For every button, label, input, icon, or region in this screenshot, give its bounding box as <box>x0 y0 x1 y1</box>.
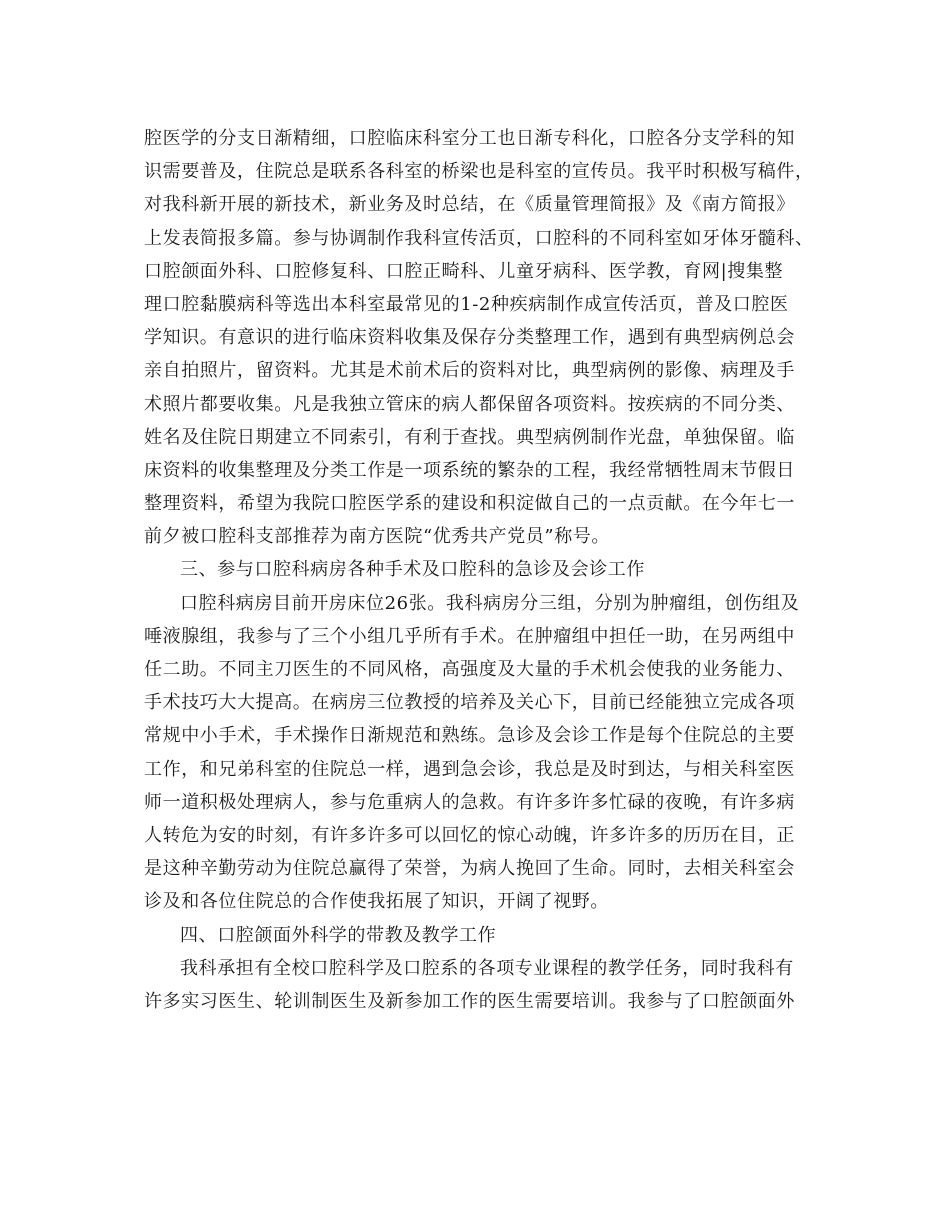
paragraph-line: 工作，和兄弟科室的住院总一样，遇到急会诊，我总是及时到达，与相关科室医 <box>144 758 795 780</box>
paragraph-line: 亲自拍照片，留资料。尤其是术前术后的资料对比，典型病例的影像、病理及手 <box>144 360 795 382</box>
paragraph-line: 人转危为安的时刻，有许多许多可以回忆的惊心动魄，许多许多的历历在目，正 <box>144 824 795 846</box>
paragraph-line: 对我科新开展的新技术，新业务及时总结，在《质量管理简报》及《南方简报》 <box>144 194 795 216</box>
paragraph-line: 手术技巧大大提高。在病房三位教授的培养及关心下，目前已经能独立完成各项 <box>144 692 795 714</box>
paragraph-line: 上发表简报多篇。参与协调制作我科宣传活页，口腔科的不同科室如牙体牙髓科、 <box>144 227 814 249</box>
paragraph-line: 理口腔黏膜病科等选出本科室最常见的1-2种疾病制作成宣传活页，普及口腔医 <box>144 293 789 315</box>
paragraph-line: 任二助。不同主刀医生的不同风格，高强度及大量的手术机会使我的业务能力、 <box>144 659 795 680</box>
paragraph-line: 诊及和各位住院总的合作使我拓展了知识，开阔了视野。 <box>144 891 609 913</box>
section-heading: 三、参与口腔科病房各种手术及口腔科的急诊及会诊工作 <box>180 559 645 581</box>
paragraph-line: 床资料的收集整理及分类工作是一项系统的繁杂的工程，我经常牺牲周末节假日 <box>144 459 795 481</box>
paragraph-line: 是这种辛勤劳动为住院总赢得了荣誉，为病人挽回了生命。同时，去相关科室会 <box>144 858 795 880</box>
document-body <box>144 128 824 1024</box>
paragraph-line: 整理资料，希望为我院口腔医学系的建设和积淀做自己的一点贡献。在今年七一 <box>144 493 795 515</box>
paragraph-line: 姓名及住院日期建立不同索引，有利于查找。典型病例制作光盘，单独保留。临 <box>144 426 795 448</box>
paragraph-line: 师一道积极处理病人，参与危重病人的急救。有许多许多忙碌的夜晚，有许多病 <box>144 791 795 813</box>
paragraph-line: 唾液腺组，我参与了三个小组几乎所有手术。在肿瘤组中担任一助，在另两组中 <box>144 625 795 647</box>
paragraph-line: 腔医学的分支日渐精细，口腔临床科室分工也日渐专科化，口腔各分支学科的知 <box>144 128 795 149</box>
paragraph-line: 术照片都要收集。凡是我独立管床的病人都保留各项资料。按疾病的不同分类、 <box>144 393 795 415</box>
paragraph-line: 常规中小手术，手术操作日渐规范和熟练。急诊及会诊工作是每个住院总的主要 <box>144 725 795 747</box>
paragraph-line: 口腔科病房目前开房床位26张。我科病房分三组，分别为肿瘤组，创伤组及 <box>180 592 800 614</box>
section-heading: 四、口腔颌面外科学的带教及教学工作 <box>180 924 497 946</box>
paragraph-line: 识需要普及，住院总是联系各科室的桥梁也是科室的宣传员。我平时积极写稿件， <box>144 161 814 183</box>
paragraph-line: 许多实习医生、轮训制医生及新参加工作的医生需要培训。我参与了口腔颌面外 <box>144 990 795 1012</box>
paragraph-line: 我科承担有全校口腔科学及口腔系的各项专业课程的教学任务，同时我科有 <box>180 957 794 979</box>
paragraph-line: 口腔颌面外科、口腔修复科、口腔正畸科、儿童牙病科、医学教，育网|搜集整 <box>144 260 784 282</box>
paragraph-line: 前夕被口腔科支部推荐为南方医院“优秀共产党员”称号。 <box>144 526 611 548</box>
paragraph-line: 学知识。有意识的进行临床资料收集及保存分类整理工作，遇到有典型病例总会 <box>144 327 795 349</box>
